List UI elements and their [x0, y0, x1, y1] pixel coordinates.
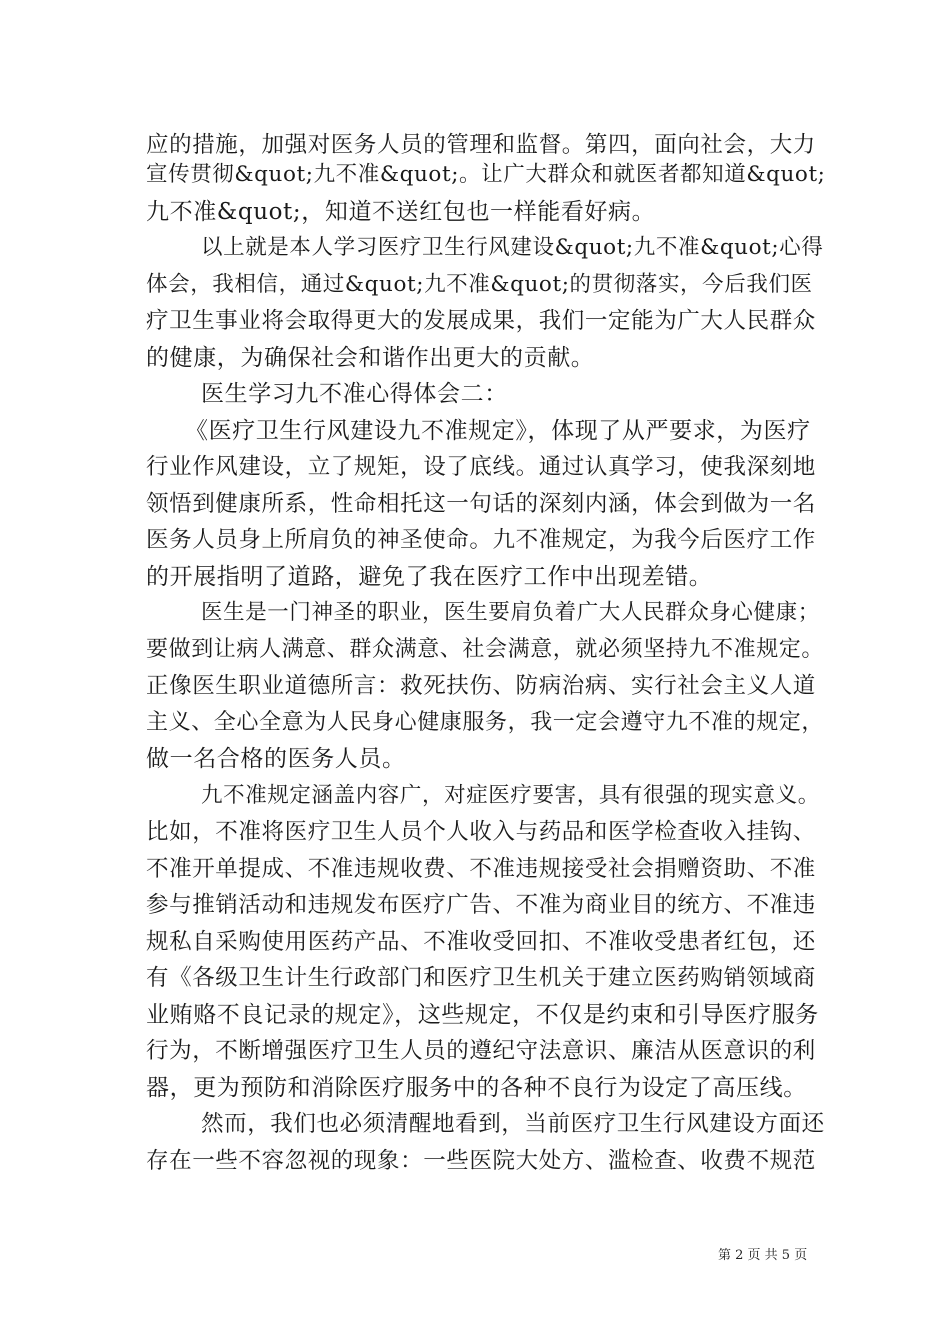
text-line: 疗卫生事业将会取得更大的发展成果，我们一定能为广大人民群众	[146, 308, 816, 334]
text-line: 做一名合格的医务人员。	[146, 746, 406, 772]
text-line: 有《各级卫生计生行政部门和医疗卫生机关于建立医药购销领域商	[146, 965, 816, 991]
section-heading: 医生学习九不准心得体会二：	[201, 381, 508, 407]
text-line: 正像医生职业道德所言：救死扶伤、防病治病、实行社会主义人道	[146, 673, 816, 699]
text-line: 医务人员身上所肩负的神圣使命。九不准规定，为我今后医疗工作	[146, 527, 816, 553]
text-line: 领悟到健康所系，性命相托这一句话的深刻内涵，体会到做为一名	[146, 491, 816, 517]
text-line: 以上就是本人学习医疗卫生行风建设&quot;九不准&quot;心得	[201, 235, 824, 260]
text-line: 行业作风建设，立了规矩，设了底线。通过认真学习，使我深刻地	[146, 454, 816, 480]
text-line: 的健康，为确保社会和谐作出更大的贡献。	[146, 345, 595, 371]
text-line: 规私自采购使用医药产品、不准收受回扣、不准收受患者红包，还	[146, 929, 816, 955]
text-line: 然而，我们也必须清醒地看到，当前医疗卫生行风建设方面还	[201, 1111, 825, 1137]
text-line: 参与推销活动和违规发布医疗广告、不准为商业目的统方、不准违	[146, 892, 816, 918]
text-line: 《医疗卫生行风建设九不准规定》，体现了从严要求，为医疗	[185, 418, 811, 444]
page-number-footer: 第 2 页 共 5 页	[718, 1248, 808, 1263]
text-line: 医生是一门神圣的职业，医生要肩负着广大人民群众身心健康；	[201, 600, 820, 625]
text-line: 主义、全心全意为人民身心健康服务，我一定会遵守九不准的规定，	[146, 710, 825, 735]
text-line: 存在一些不容忽视的现象：一些医院大处方、滥检查、收费不规范	[146, 1148, 816, 1174]
text-line: 要做到让病人满意、群众满意、社会满意，就必须坚持九不准规定。	[146, 637, 825, 662]
text-line: 业贿赂不良记录的规定》，这些规定，不仅是约束和引导医疗服务	[146, 1002, 819, 1028]
text-line: 器，更为预防和消除医疗服务中的各种不良行为设定了高压线。	[146, 1075, 807, 1101]
text-line: 比如，不准将医疗卫生人员个人收入与药品和医学检查收入挂钩、	[146, 819, 816, 845]
text-line: 宣传贯彻&quot;九不准&quot;。让广大群众和就医者都知道&quot;	[146, 162, 826, 187]
text-line: 应的措施，加强对医务人员的管理和监督。第四，面向社会，大力	[146, 132, 816, 158]
text-line: 行为，不断增强医疗卫生人员的遵纪守法意识、廉洁从医意识的利	[146, 1038, 816, 1064]
text-line: 九不准规定涵盖内容广，对症医疗要害，具有很强的现实意义。	[201, 783, 820, 808]
text-line: 体会，我相信，通过&quot;九不准&quot;的贯彻落实，今后我们医	[146, 272, 813, 297]
text-line: 的开展指明了道路，避免了我在医疗工作中出现差错。	[146, 564, 713, 590]
text-line: 九不准&quot;，知道不送红包也一样能看好病。	[146, 199, 656, 225]
text-line: 不准开单提成、不准违规收费、不准违规接受社会捐赠资助、不准	[146, 856, 816, 882]
